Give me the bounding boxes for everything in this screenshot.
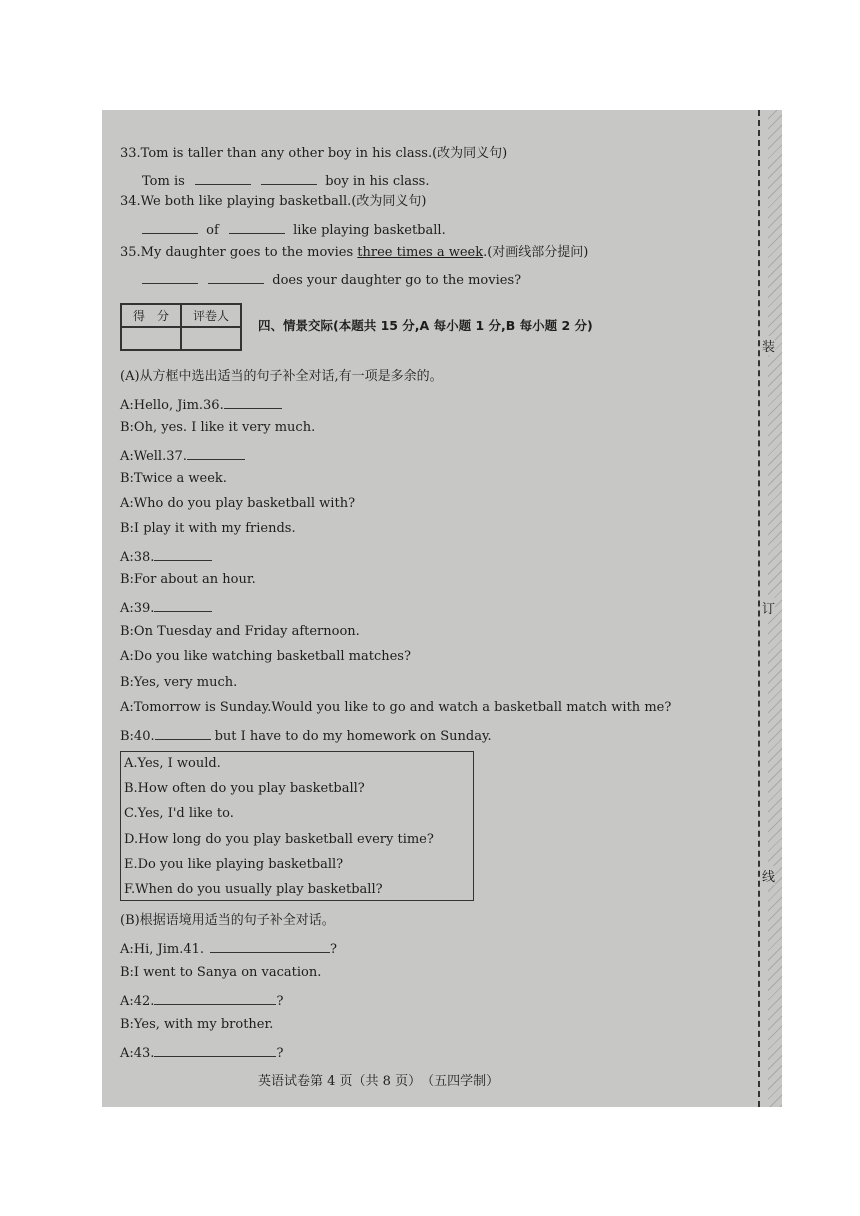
dialog-line-41 xyxy=(120,938,337,959)
binding-dashed-line xyxy=(758,110,760,1107)
binding-mark-zhuang: 装 xyxy=(762,336,775,355)
q33-answer-line xyxy=(142,170,430,191)
q35-prompt-post: .(对画线部分提问) xyxy=(483,245,589,260)
dialog-line-36 xyxy=(120,394,282,415)
q33-prompt: 33.Tom is taller than any other boy in his class.(改为同义句) xyxy=(120,146,508,161)
dialog-line-43 xyxy=(120,1042,283,1063)
dialog-text: A:Hi, Jim.41. xyxy=(120,942,205,957)
q35-blank-1[interactable] xyxy=(142,269,198,284)
dialog-line: B:Yes, very much. xyxy=(120,675,238,690)
grader-cell[interactable] xyxy=(181,327,241,350)
q34-answer-post: like playing basketball. xyxy=(293,223,446,238)
blank-39[interactable] xyxy=(154,597,212,612)
dialog-text: A:42. xyxy=(120,994,155,1009)
dialog-text: A:39. xyxy=(120,601,155,616)
q35-prompt xyxy=(120,244,588,262)
option-a: A.Yes, I would. xyxy=(124,756,221,771)
dialog-line: A:Who do you play basketball with? xyxy=(120,496,356,511)
dialog-line: B:Oh, yes. I like it very much. xyxy=(120,420,316,435)
binding-mark-ding: 订 xyxy=(762,598,775,617)
dialog-text: A:Hello, Jim.36. xyxy=(120,398,224,413)
q35-answer-post: does your daughter go to the movies? xyxy=(272,273,522,288)
q34-answer-line xyxy=(142,219,446,240)
blank-40[interactable] xyxy=(155,725,211,740)
blank-38[interactable] xyxy=(154,546,212,561)
option-c: C.Yes, I'd like to. xyxy=(124,806,234,821)
score-box xyxy=(120,303,242,351)
option-f: F.When do you usually play basketball? xyxy=(124,882,383,897)
score-cell[interactable] xyxy=(121,327,181,350)
question-mark: ? xyxy=(330,942,338,957)
dialog-line-40 xyxy=(120,725,492,746)
option-e: E.Do you like playing basketball? xyxy=(124,857,344,872)
dialog-line-42 xyxy=(120,990,283,1011)
question-mark: ? xyxy=(276,1046,284,1061)
dialog-line: A:Do you like watching basketball matches? xyxy=(120,649,411,664)
q35-underlined-phrase: three times a week xyxy=(357,245,484,260)
blank-43[interactable] xyxy=(154,1042,276,1057)
dialog-line: B:For about an hour. xyxy=(120,572,256,587)
dialog-text-post: but I have to do my homework on Sunday. xyxy=(214,729,492,744)
blank-41[interactable] xyxy=(210,938,330,953)
dialog-line: B:On Tuesday and Friday afternoon. xyxy=(120,624,360,639)
dialog-line-38 xyxy=(120,546,212,567)
q33-answer-pre: Tom is xyxy=(142,174,185,189)
dialog-line: A:Tomorrow is Sunday.Would you like to go and watch a basketball match with me? xyxy=(120,700,672,715)
dialog-line-39 xyxy=(120,597,212,618)
dialog-text: A:Well.37. xyxy=(120,449,187,464)
question-mark: ? xyxy=(276,994,284,1009)
dialog-text: B:40. xyxy=(120,729,155,744)
q34-blank-1[interactable] xyxy=(142,219,198,234)
q35-answer-line xyxy=(142,269,521,290)
q33-answer-post: boy in his class. xyxy=(325,174,430,189)
section-4-title: 四、情景交际(本题共 15 分,A 每小题 1 分,B 每小题 2 分) xyxy=(258,318,593,333)
options-box xyxy=(120,751,474,901)
q34-answer-mid: of xyxy=(206,223,219,238)
dialog-line-37 xyxy=(120,445,245,466)
page-footer: 英语试卷第 4 页（共 8 页） （五四学制） xyxy=(258,1074,500,1089)
dialog-line: B:I went to Sanya on vacation. xyxy=(120,965,322,980)
q35-prompt-pre: 35.My daughter goes to the movies xyxy=(120,245,358,260)
option-d: D.How long do you play basketball every time? xyxy=(124,832,434,847)
blank-37[interactable] xyxy=(187,445,245,460)
dialog-text: A:38. xyxy=(120,550,155,565)
dialog-line: B:Twice a week. xyxy=(120,471,227,486)
option-b: B.How often do you play basketball? xyxy=(124,781,365,796)
q34-blank-2[interactable] xyxy=(229,219,285,234)
dialog-text: A:43. xyxy=(120,1046,155,1061)
part-b-instruction: (B)根据语境用适当的句子补全对话。 xyxy=(120,913,335,928)
blank-42[interactable] xyxy=(154,990,276,1005)
q33-blank-2[interactable] xyxy=(261,170,317,185)
part-a-instruction: (A)从方框中选出适当的句子补全对话,有一项是多余的。 xyxy=(120,369,443,384)
dialog-line: B:Yes, with my brother. xyxy=(120,1017,274,1032)
binding-mark-xian: 线 xyxy=(762,866,775,885)
blank-36[interactable] xyxy=(224,394,282,409)
q35-blank-2[interactable] xyxy=(208,269,264,284)
q34-prompt: 34.We both like playing basketball.(改为同义句) xyxy=(120,194,427,209)
dialog-line: B:I play it with my friends. xyxy=(120,521,296,536)
grader-label: 评卷人 xyxy=(181,304,241,327)
score-label: 得 分 xyxy=(121,304,181,327)
q33-blank-1[interactable] xyxy=(195,170,251,185)
